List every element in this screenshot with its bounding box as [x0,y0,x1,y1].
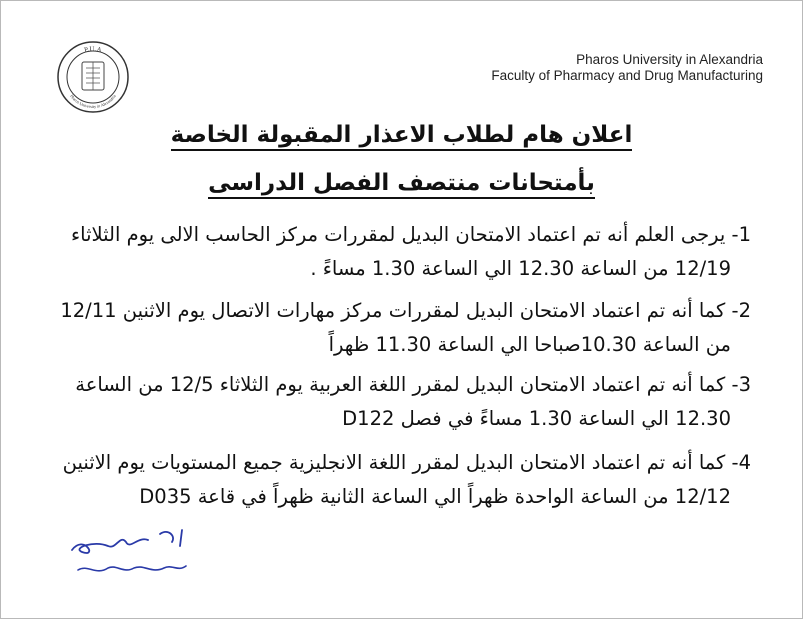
handwritten-signature [64,520,194,586]
item-3-line-2: 12.30 الي الساعة 1.30 مساءً في فصل D122 [342,407,731,430]
announcement-title-line2: بأمتحانات منتصف الفصل الدراسى [0,170,803,196]
item-2-line-2: من الساعة 10.30صباحا الي الساعة 11.30 ظهراً [328,333,731,356]
university-name: Pharos University in Alexandria [576,52,763,67]
svg-text:P.U.A: P.U.A [83,44,103,55]
institution-header [491,52,763,84]
announcement-item-3 [30,368,751,436]
item-4-line-1: 4- كما أنه تم اعتماد الامتحان البديل لمقرر اللغة الانجليزية جميع المستويات يوم الاثنين [62,451,751,474]
announcement-item-1 [30,218,751,286]
announcement-item-4 [30,446,751,514]
item-2-line-1: 2- كما أنه تم اعتماد الامتحان البديل لمقررات مركز مهارات الاتصال يوم الاثنين 12/11 [60,299,751,322]
item-1-line-2: 12/19 من الساعة 12.30 الي الساعة 1.30 مساءً . [310,257,731,280]
announcement-item-2 [30,294,751,362]
item-1-line-1: 1- يرجى العلم أنه تم اعتماد الامتحان البديل لمقررات مركز الحاسب الالى يوم الثلاثاء [70,223,751,246]
item-3-line-1: 3- كما أنه تم اعتماد الامتحان البديل لمقرر اللغة العربية يوم الثلاثاء 12/5 من الساعة [75,373,751,396]
item-4-line-2: 12/12 من الساعة الواحدة ظهراً الي الساعة الثانية ظهراً في قاعة D035 [139,485,731,508]
university-seal-logo [56,40,130,114]
faculty-name: Faculty of Pharmacy and Drug Manufacturing [491,68,763,83]
announcement-title-line1: اعلان هام لطلاب الاعذار المقبولة الخاصة [0,122,803,148]
svg-text:Pharos University in Alexandri: Pharos University in Alexandria [69,93,117,110]
